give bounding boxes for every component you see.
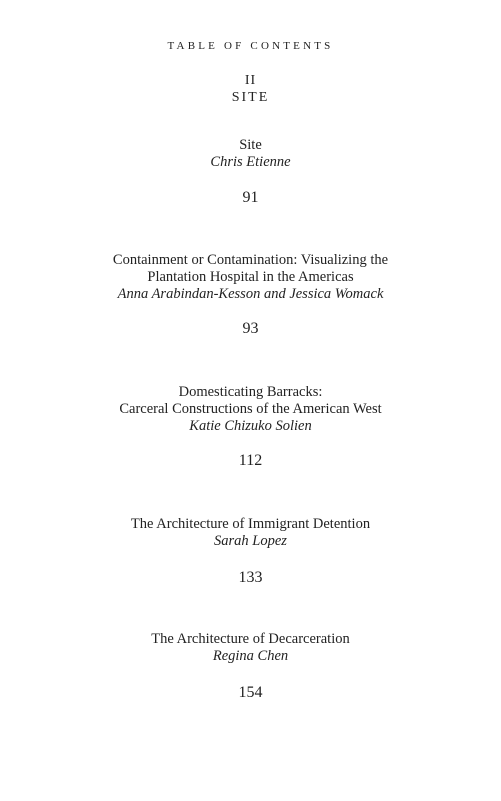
entry-page-number: 91 [242, 189, 259, 206]
entry-title-line: Containment or Contamination: Visualizing the [112, 252, 389, 268]
entry-page-number: 112 [238, 452, 263, 469]
entry-author: Chris Etienne [210, 154, 291, 170]
entry-author: Anna Arabindan-Kesson and Jessica Womack [117, 286, 384, 302]
toc-entry[interactable] [0, 384, 501, 435]
entry-title: The Architecture of Decarceration [151, 631, 350, 647]
toc-entry[interactable] [0, 137, 501, 171]
entry-page-number: 93 [242, 320, 259, 337]
entry-page-number: 133 [238, 569, 263, 586]
entry-page-number: 154 [238, 684, 263, 701]
entry-title-line: Domesticating Barracks: [178, 384, 323, 400]
entry-author: Katie Chizuko Solien [189, 418, 312, 434]
toc-entry[interactable] [0, 631, 501, 665]
toc-entry[interactable] [0, 516, 501, 550]
part-number: II [244, 73, 257, 88]
entry-author: Regina Chen [212, 648, 289, 664]
entry-title: The Architecture of Immigrant Detention [130, 516, 371, 532]
entry-author: Sarah Lopez [214, 533, 287, 549]
entry-title: Site [239, 137, 262, 153]
entry-title-line: Carceral Constructions of the American West [119, 401, 382, 417]
toc-entry[interactable] [0, 252, 501, 303]
entry-title-line: Plantation Hospital in the Americas [147, 269, 354, 285]
part-title: SITE [231, 90, 270, 105]
page-header: TABLE OF CONTENTS [167, 40, 334, 52]
